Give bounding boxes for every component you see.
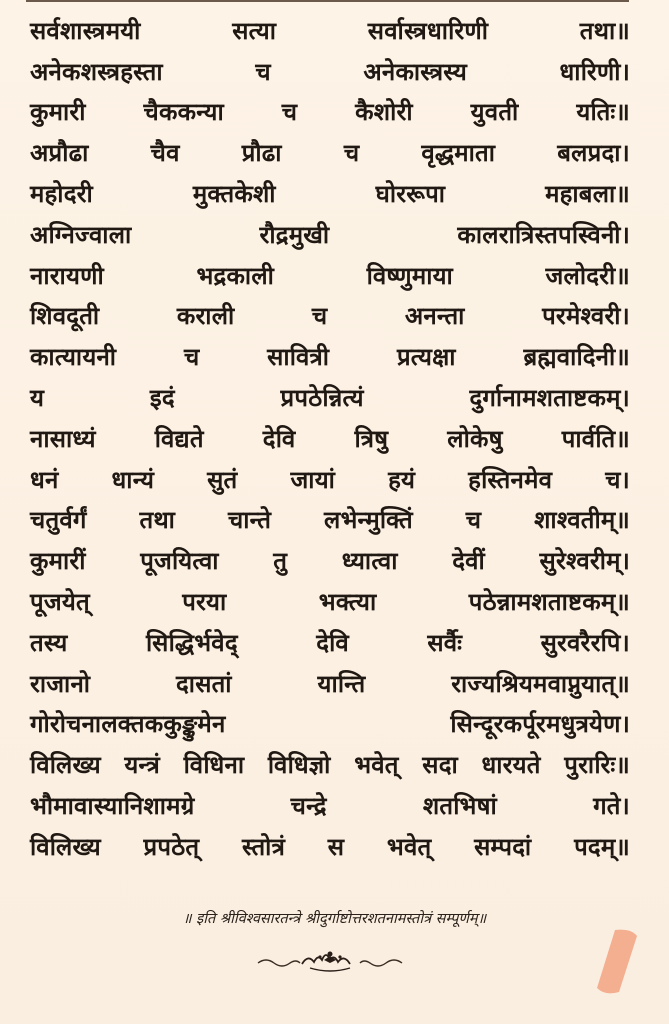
verse-word: लोकेषु bbox=[447, 424, 503, 453]
verse-word: कात्यायनी bbox=[30, 343, 117, 372]
verse-word: शिवदूती bbox=[30, 302, 100, 331]
verse-word: विधिज्ञो bbox=[267, 751, 331, 780]
verse-word: शतभिषां bbox=[422, 792, 497, 821]
verse-word: परमेश्वरी। bbox=[542, 302, 630, 331]
verse-word: तु bbox=[273, 547, 288, 576]
verse-word: विष्णुमाया bbox=[366, 261, 453, 290]
verse-word: विधिना bbox=[183, 751, 245, 780]
verse-word: धारयते bbox=[481, 751, 541, 780]
verse-word: पदम्॥ bbox=[574, 832, 630, 861]
verse-word: अनेकशस्त्रहस्ता bbox=[30, 57, 163, 86]
verse-line bbox=[30, 173, 630, 214]
verse-word: विद्यते bbox=[154, 424, 204, 453]
verse-word: रौद्रमुखी bbox=[259, 220, 330, 249]
top-rule bbox=[26, 0, 629, 2]
verse-word: नासाध्यं bbox=[30, 424, 96, 453]
verse-word: भौमावास्यानिशामग्रे bbox=[30, 792, 195, 821]
verse-word: देवीं bbox=[452, 547, 485, 576]
verse-word: पूजयेत् bbox=[30, 588, 90, 617]
verse-word: हयं bbox=[388, 465, 416, 494]
verse-word: च bbox=[343, 139, 360, 168]
verse-word: पार्वति॥ bbox=[561, 424, 630, 453]
verse-line bbox=[30, 255, 630, 296]
verse-word: महाबला॥ bbox=[545, 180, 630, 209]
verse-word: सर्वशास्त्रमयी bbox=[30, 16, 141, 45]
verse-line bbox=[30, 540, 630, 581]
verse-word: बलप्रदा। bbox=[557, 139, 630, 168]
verse-word: पुरारिः॥ bbox=[564, 751, 630, 780]
verse-word: जलोदरी॥ bbox=[545, 261, 630, 290]
verse-word: चतुर्वर्गं bbox=[30, 506, 87, 535]
verse-line bbox=[30, 500, 630, 541]
verse-word: गते। bbox=[593, 792, 630, 821]
verse-word: यन्त्रं bbox=[124, 751, 160, 780]
verse-word: धान्यं bbox=[111, 465, 155, 494]
verse-word: विलिख्य bbox=[30, 751, 101, 780]
verse-word: धनं bbox=[30, 465, 59, 494]
verse-word: भवेत् bbox=[386, 832, 432, 861]
verse-word: हस्तिनमेव bbox=[468, 465, 553, 494]
verse-word: भक्त्या bbox=[318, 588, 377, 617]
verse-word: ध्यात्वा bbox=[341, 547, 398, 576]
verse-line bbox=[30, 10, 630, 51]
verse-word: तस्य bbox=[30, 628, 68, 657]
verse-word: यतिः॥ bbox=[576, 98, 630, 127]
verse-word: य bbox=[30, 384, 45, 413]
verse-block bbox=[30, 10, 630, 867]
verse-word: चैव bbox=[150, 139, 180, 168]
verse-word: धारिणी। bbox=[559, 57, 630, 86]
verse-word: स bbox=[327, 832, 345, 861]
verse-word: लभेन्मुक्तिं bbox=[323, 506, 413, 535]
verse-line bbox=[30, 336, 630, 377]
verse-word: सत्या bbox=[232, 16, 277, 45]
verse-word: गोरोचनालक्तककुङ्कुमेन bbox=[30, 710, 226, 739]
verse-line bbox=[30, 581, 630, 622]
verse-line bbox=[30, 459, 630, 500]
verse-word: सर्वास्त्रधारिणी bbox=[367, 16, 489, 45]
verse-word: विलिख्य bbox=[30, 832, 101, 861]
verse-word: तथा॥ bbox=[579, 16, 630, 45]
verse-word: च bbox=[465, 506, 482, 535]
verse-word: जायां bbox=[290, 465, 336, 494]
verse-word: चान्ते bbox=[227, 506, 272, 535]
verse-word: प्रपठेत् bbox=[143, 832, 200, 861]
verse-word: सिद्धिर्भवेद् bbox=[145, 628, 238, 657]
verse-word: दुर्गानामशताष्टकम्। bbox=[469, 384, 630, 413]
verse-line bbox=[30, 296, 630, 337]
verse-word: घोररूपा bbox=[375, 180, 446, 209]
verse-word: त्रिषु bbox=[354, 424, 389, 453]
verse-line bbox=[30, 826, 630, 867]
verse-word: भद्रकाली bbox=[196, 261, 275, 290]
verse-word: इदं bbox=[149, 384, 175, 413]
verse-word: च। bbox=[605, 465, 630, 494]
verse-line bbox=[30, 418, 630, 459]
colophon-text: ॥ इति श्रीविश्वसारतन्त्रे श्रीदुर्गाष्टोत्तरशतनामस्तोत्रं सम्पूर्णम्॥ bbox=[182, 911, 487, 927]
verse-word: यान्ति bbox=[317, 669, 366, 698]
verse-word: देवि bbox=[316, 628, 349, 657]
verse-word: सुरवरैरपि। bbox=[540, 628, 630, 657]
verse-word: सुरेश्वरीम्। bbox=[539, 547, 630, 576]
verse-word: सदा bbox=[422, 751, 458, 780]
verse-line bbox=[30, 214, 630, 255]
verse-line bbox=[30, 785, 630, 826]
verse-word: युवती bbox=[470, 98, 519, 127]
verse-word: सावित्री bbox=[267, 343, 330, 372]
verse-line bbox=[30, 744, 630, 785]
verse-line bbox=[30, 704, 630, 745]
verse-word: वृद्धमाता bbox=[421, 139, 496, 168]
verse-word: परया bbox=[182, 588, 227, 617]
verse-word: च bbox=[255, 57, 271, 86]
verse-line bbox=[30, 51, 630, 92]
verse-word: च bbox=[311, 302, 328, 331]
verse-word: नारायणी bbox=[30, 261, 104, 290]
verse-word: भवेत् bbox=[354, 751, 399, 780]
verse-word: पठेन्नामशताष्टकम्॥ bbox=[468, 588, 630, 617]
verse-word: प्रत्यक्षा bbox=[396, 343, 456, 372]
verse-word: प्रपठेन्नित्यं bbox=[280, 384, 364, 413]
verse-word: अनेकास्त्रस्य bbox=[363, 57, 467, 86]
verse-line bbox=[30, 92, 630, 133]
verse-word: चैककन्या bbox=[143, 98, 224, 127]
verse-word: सिन्दूरकर्पूरमधुत्रयेण। bbox=[450, 710, 630, 739]
verse-line bbox=[30, 622, 630, 663]
verse-word: ब्रह्मवादिनी॥ bbox=[523, 343, 630, 372]
verse-word: च bbox=[281, 98, 298, 127]
verse-word: अप्रौढा bbox=[30, 139, 89, 168]
decorative-flourish-icon bbox=[250, 946, 410, 976]
verse-word: पूजयित्वा bbox=[140, 547, 219, 576]
verse-word: अनन्ता bbox=[404, 302, 465, 331]
verse-word: चन्द्रे bbox=[290, 792, 327, 821]
verse-word: कैशोरी bbox=[355, 98, 413, 127]
verse-word: स्तोत्रं bbox=[241, 832, 286, 861]
verse-word: दासतां bbox=[176, 669, 232, 698]
verse-word: कुमारीं bbox=[30, 547, 86, 576]
verse-word: कालरात्रिस्तपस्विनी। bbox=[457, 220, 630, 249]
verse-word: मुक्तकेशी bbox=[192, 180, 276, 209]
verse-word: च bbox=[183, 343, 200, 372]
verse-line bbox=[30, 377, 630, 418]
verse-word: महोदरी bbox=[30, 180, 93, 209]
verse-word: तथा bbox=[139, 506, 176, 535]
verse-word: सम्पदां bbox=[474, 832, 532, 861]
verse-word: शाश्वतीम्॥ bbox=[534, 506, 630, 535]
verse-word: कराली bbox=[176, 302, 235, 331]
verse-word: राज्यश्रियमवाप्नुयात्॥ bbox=[451, 669, 630, 698]
verse-word: देवि bbox=[262, 424, 296, 453]
verse-word: प्रौढा bbox=[241, 139, 282, 168]
verse-word: सुतं bbox=[207, 465, 238, 494]
highlight-mark bbox=[593, 926, 641, 996]
verse-word: राजानो bbox=[30, 669, 91, 698]
verse-word: कुमारी bbox=[30, 98, 86, 127]
verse-word: सर्वैः bbox=[427, 628, 463, 657]
verse-line bbox=[30, 132, 630, 173]
verse-line bbox=[30, 663, 630, 704]
verse-word: अग्निज्वाला bbox=[30, 220, 132, 249]
